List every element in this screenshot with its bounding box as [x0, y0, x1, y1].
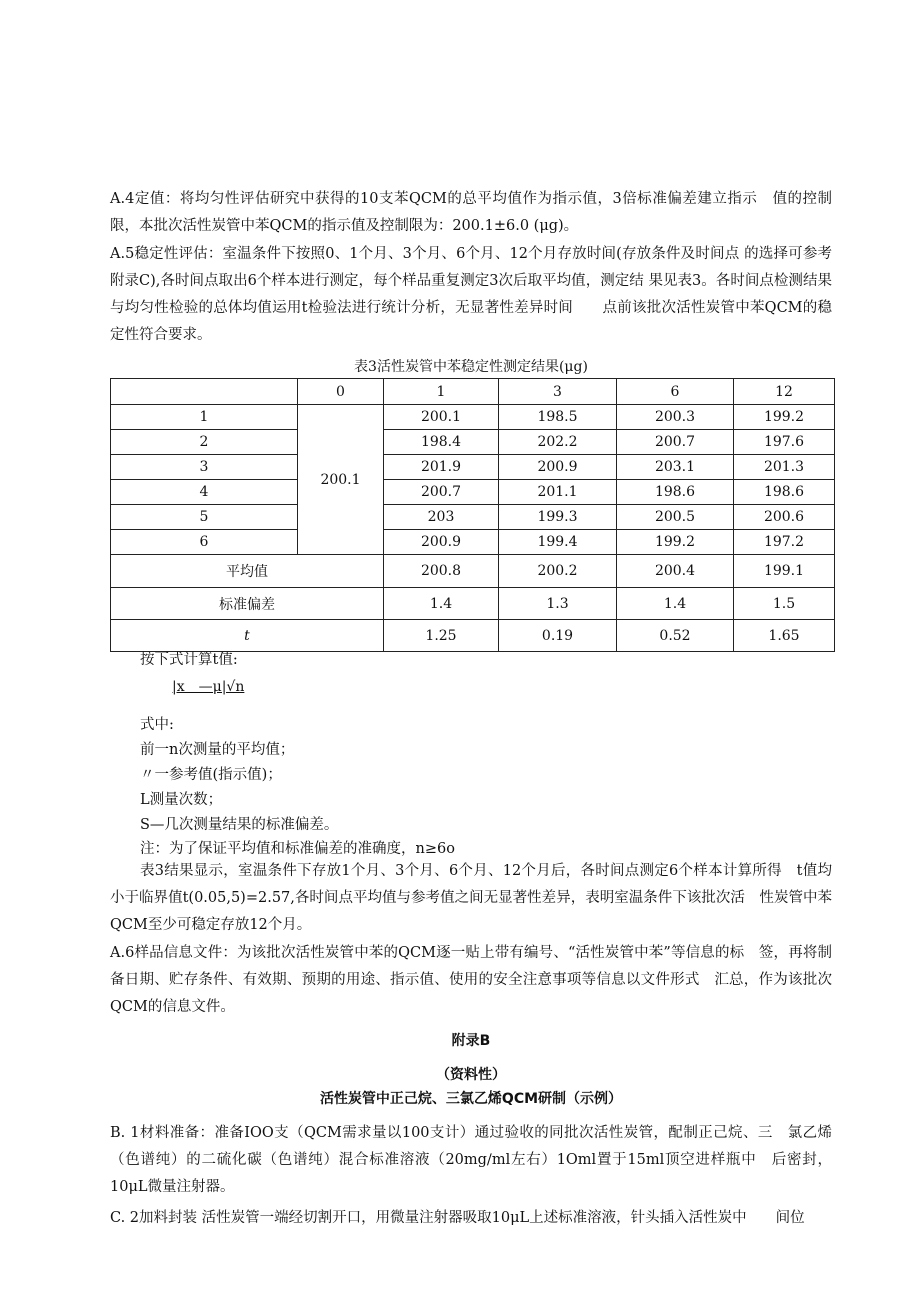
appendix-type: （资料性） [436, 1067, 506, 1083]
table-cell: 1.3 [499, 588, 617, 620]
table-cell: 200.9 [499, 455, 617, 480]
sample-id-cell: 4 [111, 480, 298, 505]
table-cell: 198.6 [617, 480, 734, 505]
formula-expression: |x —μ|√n [172, 679, 245, 695]
table-cell: 200.7 [384, 480, 499, 505]
table-cell: 199.4 [499, 530, 617, 555]
summary-label: 标准偏差 [111, 588, 384, 620]
table-cell: 199.2 [617, 530, 734, 555]
table-cell: 199.1 [734, 555, 835, 588]
table-header-cell: 1 [384, 379, 499, 405]
table-cell: 203 [384, 505, 499, 530]
paragraph-conclusion: 表3结果显示，室温条件下存放1个月、3个月、6个月、12个月后，各时间点测定6个样本计算所得 t值均小于临界值t(0.05,5)=2.57,各时间点平均值与参考值之间无显著性差异，表明室温条件下该批次活 性炭管中苯QCM至少可稳定存放12个月。 [110, 863, 832, 933]
table-cell: 200.7 [617, 430, 734, 455]
table-row [111, 405, 835, 430]
sample-id-cell: 3 [111, 455, 298, 480]
note-item: 注：为了保证平均值和标准偏差的准确度，n≥6o [140, 841, 455, 857]
paragraph-a4: A.4定值：将均匀性评估研究中获得的10支苯QCM的总平均值作为指示值，3倍标准偏差建立指示 值的控制限，本批次活性炭管中苯QCM的指示值及控制限为：200.1±6.0 (μg)。 [110, 191, 832, 234]
sample-id-cell: 2 [111, 430, 298, 455]
table-row [111, 505, 835, 530]
table-header-cell: 3 [499, 379, 617, 405]
sample-id-cell: 5 [111, 505, 298, 530]
table-row [111, 455, 835, 480]
table-row [111, 480, 835, 505]
summary-label: 平均值 [111, 555, 384, 588]
table-header-cell: 6 [617, 379, 734, 405]
table-cell: 200.3 [617, 405, 734, 430]
appendix-subtitle: 活性炭管中正己烷、三氯乙烯QCM研制（示例） [319, 1091, 623, 1107]
definition-item: 前一n次测量的平均值； [140, 742, 295, 758]
table-cell: 201.3 [734, 455, 835, 480]
table-row [111, 530, 835, 555]
formula-intro: 按下式计算t值: [140, 652, 238, 668]
table-cell: 198.5 [499, 405, 617, 430]
table-cell: 1.25 [384, 620, 499, 652]
definition-item: S—几次测量结果的标准偏差。 [140, 817, 339, 833]
table-cell: 198.6 [734, 480, 835, 505]
table-cell: 198.4 [384, 430, 499, 455]
summary-row-sd [111, 588, 835, 620]
table-cell: 200.8 [384, 555, 499, 588]
definition-item: 〃一参考值(指示值)； [140, 767, 282, 783]
table-cell: 199.2 [734, 405, 835, 430]
table-cell: 1.4 [617, 588, 734, 620]
table-cell: 200.2 [499, 555, 617, 588]
table-cell: 200.1 [384, 405, 499, 430]
table-cell: 0.52 [617, 620, 734, 652]
table-cell: 200.6 [734, 505, 835, 530]
table-cell: 201.9 [384, 455, 499, 480]
table-cell: 199.3 [499, 505, 617, 530]
paragraph-a6: A.6样品信息文件：为该批次活性炭管中苯的QCM逐一贴上带有编号、“活性炭管中苯”等信息的标 签，再将制备日期、贮存条件、有效期、预期的用途、指示值、使用的安全注意事项等信息以文件形式 汇总，作为该批次QCM的信息文件。 [110, 945, 832, 1015]
summary-row-mean [111, 555, 835, 588]
table-header-cell: 0 [298, 379, 384, 405]
table-row [111, 430, 835, 455]
table-cell: 200.9 [384, 530, 499, 555]
table-header-cell [111, 379, 298, 405]
table-cell: 203.1 [617, 455, 734, 480]
table-header-cell: 12 [734, 379, 835, 405]
paragraph-a5: A.5稳定性评估：室温条件下按照0、1个月、3个月、6个月、12个月存放时间(存放条件及时间点 的选择可参考附录C),各时间点取出6个样本进行测定，每个样品重复测定3次后取平均值，测定结 果见表3。各时间点检测结果与均匀性检验的总体均值运用t检验法进行统计分析，无显著性差异时间 点前该批次活性炭管中苯QCM的稳定性符合要求。 [110, 246, 832, 343]
table-cell: 0.19 [499, 620, 617, 652]
sample-id-cell: 6 [111, 530, 298, 555]
table-cell: 1.5 [734, 588, 835, 620]
summary-label: t [111, 620, 384, 652]
table-header-row [111, 379, 835, 405]
definitions-heading: 式中: [140, 717, 174, 733]
table-caption: 表3活性炭管中苯稳定性测定结果(μg) [354, 359, 588, 375]
table-cell: 201.1 [499, 480, 617, 505]
table-cell: 200.4 [617, 555, 734, 588]
sample-id-cell: 1 [111, 405, 298, 430]
paragraph-b1: B. 1材料准备：准备IOO支（QCM需求量以100支计）通过验收的同批次活性炭管，配制正己烷、三 氯乙烯（色谱纯）的二硫化碳（色谱纯）混合标准溶液（20mg∕ml左右）1Oml置于15ml顶空进样瓶中 后密封，10μL微量注射器。 [110, 1125, 832, 1195]
table-cell: 202.2 [499, 430, 617, 455]
table-cell: 1.4 [384, 588, 499, 620]
table-cell: 197.2 [734, 530, 835, 555]
paragraph-c2: C. 2加料封装 活性炭管一端经切割开口，用微量注射器吸取10μL上述标准溶液，针头插入活性炭中 间位 [110, 1210, 805, 1226]
stability-table [110, 378, 835, 652]
month0-value-cell: 200.1 [298, 405, 384, 555]
appendix-title: 附录B [451, 1033, 491, 1049]
summary-row-t [111, 620, 835, 652]
table-cell: 200.5 [617, 505, 734, 530]
definition-item: L测量次数； [140, 792, 223, 808]
t-formula [172, 676, 244, 696]
table-cell: 197.6 [734, 430, 835, 455]
table-cell: 1.65 [734, 620, 835, 652]
